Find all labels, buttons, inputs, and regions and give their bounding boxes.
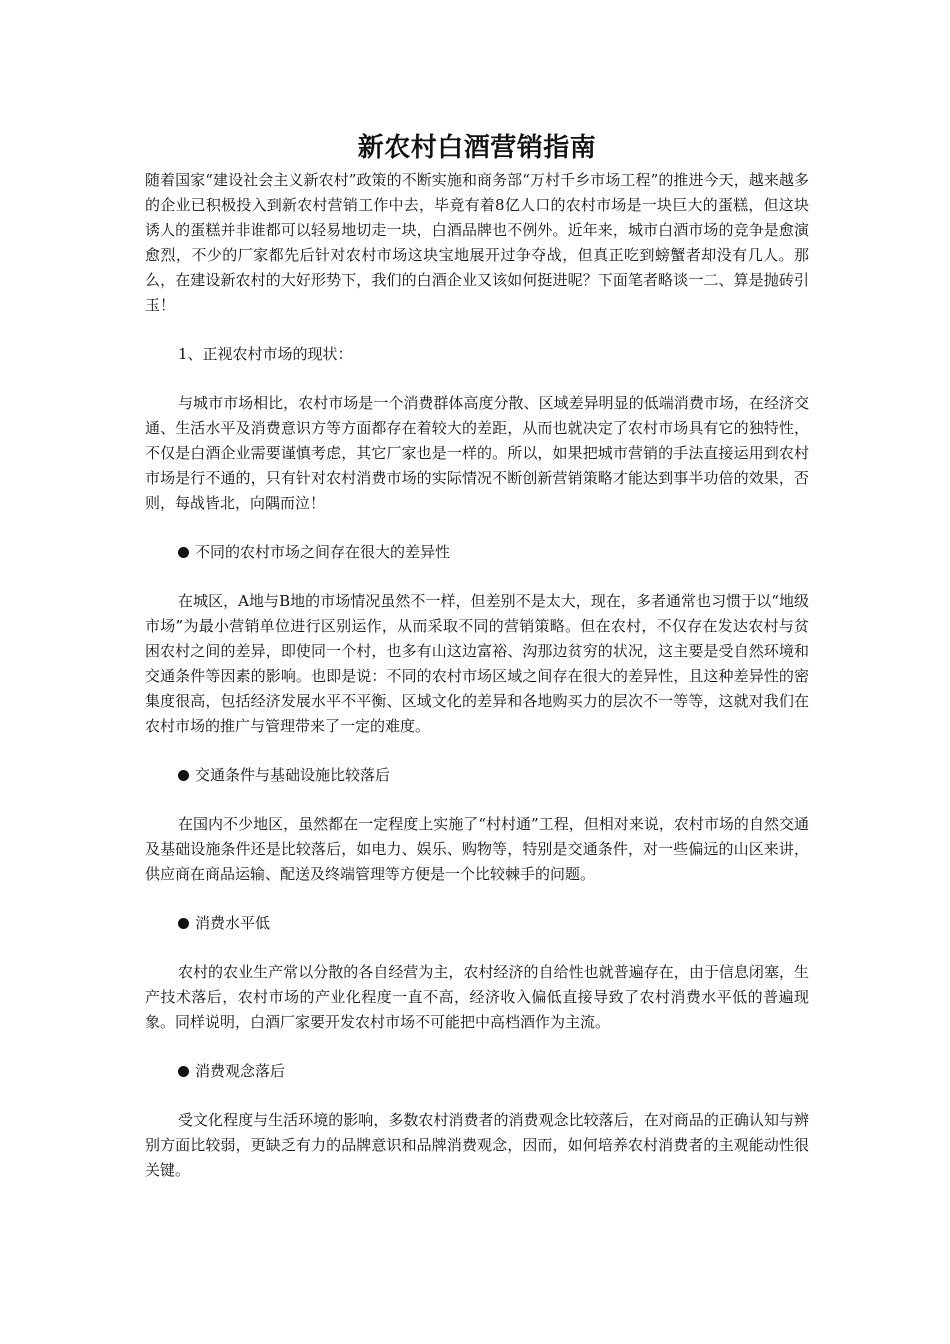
bullet-heading: [145, 763, 809, 788]
bullet-dot-icon: [178, 547, 189, 558]
bullet-heading: [145, 1059, 809, 1084]
document-body: [145, 128, 809, 1183]
document-title: 新农村白酒营销指南: [357, 133, 597, 163]
bullet-dot-icon: [178, 918, 189, 929]
bullet-heading-text: 消费观念落后: [195, 1062, 286, 1080]
spacer: [145, 788, 809, 812]
spacer: [145, 318, 809, 342]
bullet-paragraph: 在城区，A地与B地的市场情况虽然不一样，但差别不是太大，现在，多者通常也习惯于以“地级市场”为最小营销单位进行区别运作，从而采取不同的营销策略。但在农村，不仅存在发达农村与贫困农村之间的差异，即使同一个村，也多有山这边富裕、沟那边贫穷的状况，这主要是受自然环境和交通条件等因素的影响。也即是说：不同的农村市场区域之间存在很大的差异性，且这种差异性的密集度很高，包括经济发展水平不平衡、区域文化的差异和各地购买力的层次不一等等，这就对我们在农村市场的推广与管理带来了一定的难度。: [145, 592, 809, 735]
section-paragraph: 与城市市场相比，农村市场是一个消费群体高度分散、区域差异明显的低端消费市场，在经济交通、生活水平及消费意识方等方面都存在着较大的差距，从而也就决定了农村市场具有它的独特性，不仅是白酒企业需要谨慎考虑，其它厂家也是一样的。所以，如果把城市营销的手法直接运用到农村市场是行不通的，只有针对农村消费市场的实际情况不断创新营销策略才能达到事半功倍的效果，否则，每战皆北，向隅而泣！: [145, 394, 809, 512]
bullet-dot-icon: [178, 1066, 189, 1077]
spacer: [145, 367, 809, 391]
bullet-heading-text: 交通条件与基础设施比较落后: [195, 766, 391, 784]
bullet-paragraph: 农村的农业生产常以分散的各自经营为主，农村经济的自给性也就普遍存在，由于信息闭塞，生产技术落后，农村市场的产业化程度一直不高，经济收入偏低直接导致了农村消费水平低的普遍现象。同样说明，白酒厂家要开发农村市场不可能把中高档酒作为主流。: [145, 963, 809, 1031]
bullet-heading-text: 不同的农村市场之间存在很大的差异性: [195, 543, 451, 561]
spacer: [145, 1084, 809, 1108]
spacer: [145, 936, 809, 960]
spacer: [145, 565, 809, 589]
intro-paragraph: 随着国家“建设社会主义新农村”政策的不断实施和商务部“万村千乡市场工程”的推进今天，越来越多的企业已积极投入到新农村营销工作中去，毕竟有着8亿人口的农村市场是一块巨大的蛋糕，但这块诱人的蛋糕并非谁都可以轻易地切走一块，白酒品牌也不例外。近年来，城市白酒市场的竞争是愈演愈烈，不少的厂家都先后针对农村市场这块宝地展开过争夺战，但真正吃到螃蟹者却没有几人。那么，在建设新农村的大好形势下，我们的白酒企业又该如何挺进呢？下面笔者略谈一二、算是抛砖引玉！: [145, 171, 809, 314]
bullet-heading: [145, 911, 809, 936]
bullet-paragraph: 受文化程度与生活环境的影响，多数农村消费者的消费观念比较落后，在对商品的正确认知与辨别方面比较弱，更缺乏有力的品牌意识和品牌消费观念，因而，如何培养农村消费者的主观能动性很关键。: [145, 1111, 809, 1179]
spacer: [145, 516, 809, 540]
spacer: [145, 739, 809, 763]
section-heading: 1、正视农村市场的现状：: [178, 345, 353, 363]
bullet-heading-text: 消费水平低: [195, 914, 271, 932]
spacer: [145, 1035, 809, 1059]
bullet-dot-icon: [178, 770, 189, 781]
bullet-paragraph: 在国内不少地区，虽然都在一定程度上实施了“村村通”工程，但相对来说，农村市场的自然交通及基础设施条件还是比较落后，如电力、娱乐、购物等，特别是交通条件，对一些偏远的山区来讲，供应商在商品运输、配送及终端管理等方便是一个比较棘手的问题。: [145, 815, 809, 883]
bullet-heading: [145, 540, 809, 565]
spacer: [145, 887, 809, 911]
